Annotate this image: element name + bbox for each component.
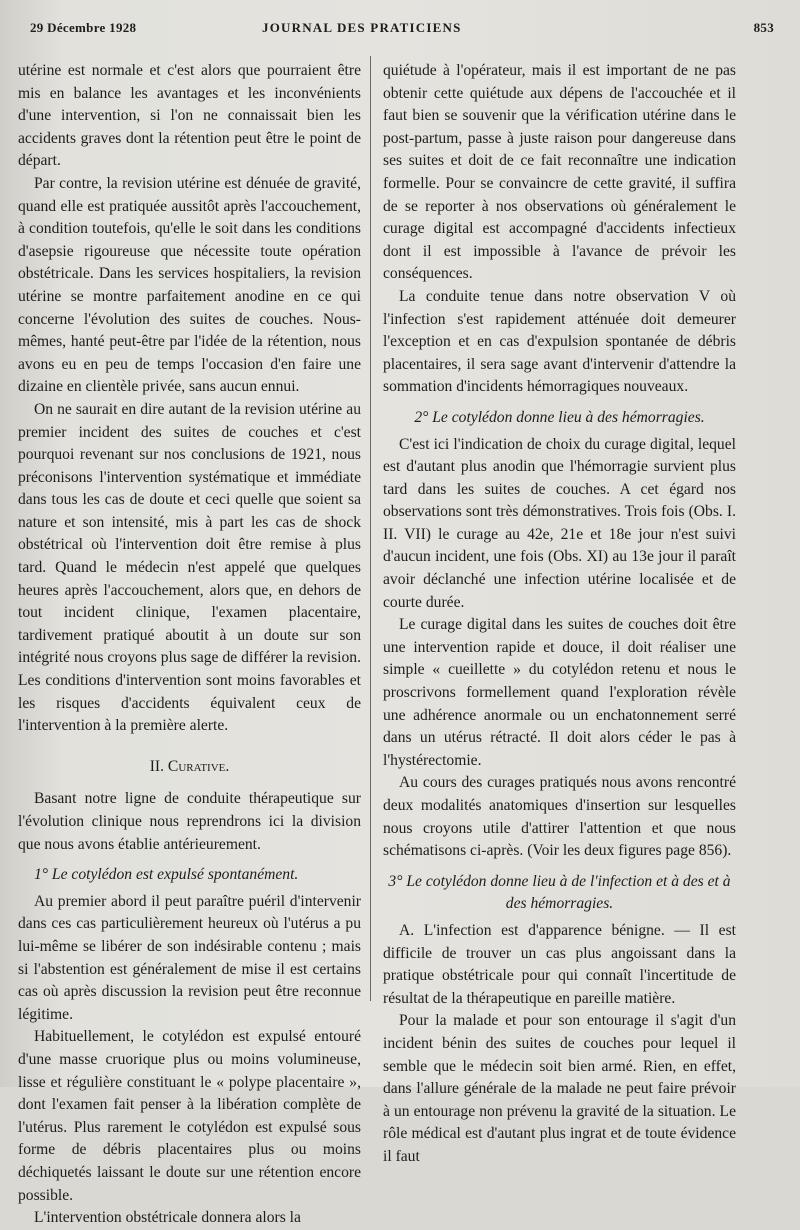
right-paragraph-6: A. L'infection est d'apparence bénigne. — Il est difficile de trouver un cas plus angoissant dans la pratique obstétricale pour qui connaît l'incertitude de résultat de la thérapeutique en pareille matière. — [383, 921, 736, 1007]
left-paragraph-2: Par contre, la revision utérine est dénuée de gravité, quand elle est pratiquée aussitôt après l'accouchement, à condition toutefois, qu'elle le soit dans les conditions d'asepsie rigoureuse que nécessite toute opération obstétricale. Dans les services hospitaliers, la revision utérine se montre parfaitement anodine en ce qui concerne l'évolution des suites de couches. Nous-mêmes, hanté peut-être par l'idée de la rétention, nous avons eu en peu de temps l'occasion d'en faire une dizaine en clientèle privée, sans aucun ennui. — [18, 174, 361, 396]
right-paragraph-3: C'est ici l'indication de choix du curage digital, lequel est d'autant plus anodin que l'hémorragie survient plus tard dans les suites de couches. A cet égard nos observations sont très démonstratives. Trois fois (Obs. I. II. VII) le curage au 42e, 21e et 18e jour n'est suivi d'aucun incident, une fois (Obs. XI) au 13e jour il paraît avoir déclanché une infection utérine localisée et de courte durée. — [383, 435, 736, 611]
left-column — [18, 60, 361, 1230]
left-paragraph-1: utérine est normale et c'est alors que pourraient être mis en balance les avantages et les inconvénients d'une intervention, si l'on ne connaissait bien les accidents graves dont la rétention peut être le point de départ. — [18, 62, 361, 170]
subheading-3: 3° Le cotylédon donne lieu à de l'infection et à des et à des hémorragies. — [388, 872, 731, 913]
left-paragraph-5: Au premier abord il peut paraître puéril d'intervenir dans ces cas particulièrement heureux où l'utérus a pu lui-même se libérer de son indésirable contenu ; mais si l'abstention est généralement de mise il est certains cas où après discussion la revision peut être reconnue légitime. — [18, 892, 361, 1023]
header-date: 29 Décembre 1928 — [30, 20, 137, 35]
right-paragraph-7: Pour la malade et pour son entourage il s'agit d'un incident bénin des suites de couches pour lequel il semble que le médecin soit bien armé. Rien, en effet, dans l'allure générale de la malade ne peut faire prévoir à un entourage non prévenu la gravité de la situation. Le rôle médical est d'autant plus ingrat et de toute évidence il faut — [383, 1012, 736, 1165]
right-column — [383, 60, 736, 1169]
left-paragraph-3: On ne saurait en dire autant de la revision utérine au premier incident des suites de couches et c'est pourquoi revenant sur nos conclusions de 1921, nous préconisons l'intervention systématique et immédiate dans tous les cas de doute et ceci quelle que soient sa nature et son intensité, mis à part les cas de shock obstétrical où l'intervention doit être remise à plus tard. Quand le médecin n'est appelé que quelques heures après l'accouchement, alors que, en dehors de tout incident clinique, l'examen placentaire, tardivement pratiqué aboutit à un doute sur son intégrité nous croyons plus sage de différer la revision. Les conditions d'intervention sont moins favorables et les risques d'accidents équivalent ceux de l'intervention à la première alerte. — [18, 400, 361, 735]
right-paragraph-2: La conduite tenue dans notre observation V où l'infection s'est rapidement atténuée doit demeurer l'exception et en cas d'expulsion spontanée de débris placentaires, il sera sage avant d'intervenir d'attendre la sommation d'incidents hémorragiques nouveaux. — [383, 287, 736, 396]
section-number: II. — [149, 757, 165, 775]
subheading-1: 1° Le cotylédon est expulsé spontanément. — [34, 866, 299, 884]
left-paragraph-4: Basant notre ligne de conduite thérapeutique sur l'évolution clinique nous reprendrons ici la division que nous avons établie antérieurement. — [18, 790, 361, 853]
right-paragraph-1: quiétude à l'opérateur, mais il est important de ne pas obtenir cette quiétude aux dépens de l'accouchée et il faut bien se souvenir que la vérification utérine dans le post-partum, passe à juste raison pour dangereuse dans ses suites et doit de ce fait reconnaître une indication formelle. Pour se convaincre de cette gravité, il suffira de se reporter à nos observations où généralement le curage digital est accompagné d'accidents infectieux dont il est impossible à l'avance de prévoir les conséquences. — [383, 62, 736, 283]
running-header — [30, 20, 774, 40]
left-paragraph-7: L'intervention obstétricale donnera alors la — [34, 1209, 301, 1227]
right-paragraph-5: Au cours des curages pratiqués nous avons rencontré deux modalités anatomiques d'insertion sur lesquelles nous croyons utile d'attirer l'attention et que nous schématisons ci-après. (Voir les deux figures page 856). — [383, 774, 736, 860]
section-heading-curative — [18, 756, 361, 779]
section-title: Curative. — [167, 757, 230, 775]
subheading-2: 2° Le cotylédon donne lieu à des hémorragies. — [414, 408, 705, 426]
right-paragraph-4: Le curage digital dans les suites de couches doit être une intervention rapide et douce, il doit réaliser une simple « cueillette » du cotylédon retenu et nous le proscrivons formellement quand l'exploration révèle une adhérence anormale ou un enchatonnement serré dans un utérus rétracté. Il doit alors céder le pas à l'hystérectomie. — [383, 616, 736, 769]
header-journal-title: JOURNAL DES PRATICIENS — [262, 20, 462, 35]
header-page-number: 853 — [753, 20, 774, 35]
column-divider — [370, 56, 371, 1001]
left-paragraph-6: Habituellement, le cotylédon est expulsé entouré d'une masse cruorique plus ou moins volumineuse, lisse et régulière constituant le « polype placentaire », dont l'examen fait penser à la libération complète de l'utérus. Plus rarement le cotylédon est expulsé sous forme de débris placentaires plus ou moins déchiquetés laissant le doute sur une rétention encore possible. — [18, 1028, 361, 1204]
